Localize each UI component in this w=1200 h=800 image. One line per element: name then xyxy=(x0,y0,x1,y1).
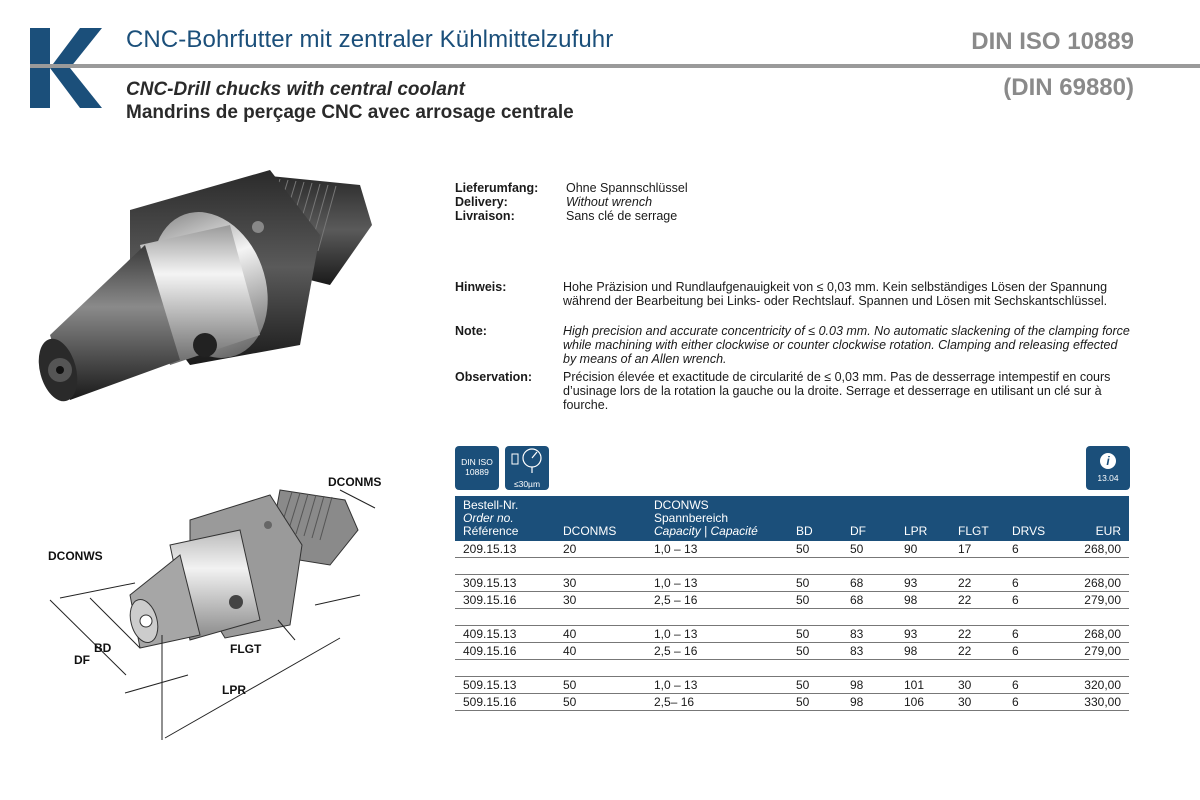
table-cell: 1,0 – 13 xyxy=(646,626,788,643)
table-cell: 106 xyxy=(896,694,950,711)
table-cell: 50 xyxy=(788,575,842,592)
table-cell: 50 xyxy=(788,677,842,694)
dconms-label: DCONMS xyxy=(328,475,382,489)
delivery-value-en: Without wrench xyxy=(566,195,653,209)
table-cell: 50 xyxy=(788,592,842,609)
table-cell: 90 xyxy=(896,541,950,558)
runout-badge xyxy=(505,446,549,490)
standard-alt-label: (DIN 69880) xyxy=(1003,74,1134,101)
table-cell: 30 xyxy=(950,694,1004,711)
delivery-value-fr: Sans clé de serrage xyxy=(566,209,678,223)
din-badge-line2: 10889 xyxy=(465,467,489,477)
col-df: DF xyxy=(842,496,896,541)
din-iso-badge xyxy=(455,446,499,490)
table-cell: 22 xyxy=(950,592,1004,609)
table-cell: 93 xyxy=(896,575,950,592)
table-cell: 279,00 xyxy=(1072,643,1129,660)
table-cell: 509.15.16 xyxy=(455,694,555,711)
din-badge-line1: DIN ISO xyxy=(461,457,493,467)
delivery-label-en: Delivery: xyxy=(455,195,508,209)
page-title: CNC-Bohrfutter mit zentraler Kühlmittelzufuhr xyxy=(126,26,614,53)
col-drvs: DRVS xyxy=(1004,496,1072,541)
table-cell: 50 xyxy=(788,643,842,660)
delivery-label-de: Lieferumfang: xyxy=(455,181,539,195)
table-spacer-row xyxy=(455,609,1129,626)
table-cell: 30 xyxy=(555,592,646,609)
table-cell: 330,00 xyxy=(1072,694,1129,711)
runout-icon xyxy=(505,446,549,474)
table-row xyxy=(455,694,1129,711)
table-cell: 409.15.16 xyxy=(455,643,555,660)
table-cell: 268,00 xyxy=(1072,575,1129,592)
note-text-fr: Précision élevée et exactitude de circularité de ≤ 0,03 mm. Pas de desserrage intempestif en cours d’usinage lors de la rotation la gauche ou la droite. Serrage et desserrage en utilisant un clé sur à fourche. xyxy=(563,370,1111,412)
table-header-row xyxy=(455,496,1129,541)
table-cell: 2,5– 16 xyxy=(646,694,788,711)
table-cell: 17 xyxy=(950,541,1004,558)
table-cell: 309.15.13 xyxy=(455,575,555,592)
table-row xyxy=(455,592,1129,609)
table-cell: 30 xyxy=(950,677,1004,694)
table-cell: 22 xyxy=(950,643,1004,660)
company-logo xyxy=(30,28,102,108)
table-cell: 6 xyxy=(1004,643,1072,660)
table-cell: 30 xyxy=(555,575,646,592)
note-label-de: Hinweis: xyxy=(455,280,507,294)
col-eur: EUR xyxy=(1072,496,1129,541)
note-text-de: Hohe Präzision und Rundlaufgenauigkeit von ≤ 0,03 mm. Kein selbständiges Lösen der Spannung während der Bearbeitung bei Links- oder Rechtslauf. Spannen und Lösen mit Sechskantschlüssel. xyxy=(563,280,1108,308)
table-cell: 268,00 xyxy=(1072,541,1129,558)
table-cell: 309.15.16 xyxy=(455,592,555,609)
product-photo xyxy=(30,165,380,415)
info-badge xyxy=(1086,446,1130,490)
table-cell: 6 xyxy=(1004,677,1072,694)
table-cell: 6 xyxy=(1004,592,1072,609)
col-dconws: DCONWS Spannbereich Capacity | Capacité xyxy=(646,496,788,541)
table-cell: 50 xyxy=(842,541,896,558)
table-cell: 6 xyxy=(1004,575,1072,592)
table-cell: 98 xyxy=(842,677,896,694)
table-cell: 1,0 – 13 xyxy=(646,575,788,592)
header-rule xyxy=(66,64,1200,68)
col-bd: BD xyxy=(788,496,842,541)
table-cell: 50 xyxy=(788,694,842,711)
table-cell: 2,5 – 16 xyxy=(646,592,788,609)
table-row xyxy=(455,626,1129,643)
table-cell: 68 xyxy=(842,592,896,609)
table-cell: 22 xyxy=(950,626,1004,643)
table-cell: 409.15.13 xyxy=(455,626,555,643)
price-table xyxy=(455,496,1129,711)
dimension-diagram xyxy=(40,470,400,750)
note-label-fr: Observation: xyxy=(455,370,533,384)
table-row xyxy=(455,575,1129,592)
col-flgt: FLGT xyxy=(950,496,1004,541)
table-cell: 98 xyxy=(842,694,896,711)
delivery-value-de: Ohne Spannschlüssel xyxy=(566,181,688,195)
bd-label: BD xyxy=(94,641,112,655)
table-cell: 279,00 xyxy=(1072,592,1129,609)
table-cell: 83 xyxy=(842,626,896,643)
col-order-no: Bestell-Nr. Order no. Référence xyxy=(455,496,555,541)
delivery-label-fr: Livraison: xyxy=(455,209,515,223)
table-cell: 2,5 – 16 xyxy=(646,643,788,660)
table-spacer-row xyxy=(455,660,1129,677)
page-subtitle-en: CNC-Drill chucks with central coolant xyxy=(126,79,465,100)
table-cell: 98 xyxy=(896,592,950,609)
note-text-en: High precision and accurate concentricity of ≤ 0.03 mm. No automatic slackening of the clamping force while machining with either clockwise or counter clockwise rotation. Clamping and releasing effected by means of an Allen wrench. xyxy=(563,324,1130,366)
table-cell: 6 xyxy=(1004,694,1072,711)
table-cell: 40 xyxy=(555,626,646,643)
table-cell: 50 xyxy=(788,626,842,643)
col-dconms: DCONMS xyxy=(555,496,646,541)
table-cell: 1,0 – 13 xyxy=(646,541,788,558)
col-lpr: LPR xyxy=(896,496,950,541)
standard-label: DIN ISO 10889 xyxy=(971,28,1134,55)
table-cell: 50 xyxy=(555,694,646,711)
dconws-label: DCONWS xyxy=(48,549,103,563)
table-cell: 1,0 – 13 xyxy=(646,677,788,694)
table-cell: 83 xyxy=(842,643,896,660)
table-cell: 40 xyxy=(555,643,646,660)
note-label-en: Note: xyxy=(455,324,487,338)
page-subtitle-fr: Mandrins de perçage CNC avec arrosage centrale xyxy=(126,102,574,123)
flgt-label: FLGT xyxy=(230,642,262,656)
runout-label: ≤30µm xyxy=(513,479,541,489)
table-cell: 6 xyxy=(1004,541,1072,558)
df-label: DF xyxy=(74,653,90,667)
table-row xyxy=(455,677,1129,694)
table-cell: 101 xyxy=(896,677,950,694)
table-cell: 98 xyxy=(896,643,950,660)
lpr-label: LPR xyxy=(222,683,246,697)
table-cell: 6 xyxy=(1004,626,1072,643)
table-cell: 68 xyxy=(842,575,896,592)
info-page-label: 13.04 xyxy=(1097,473,1119,483)
table-cell: 320,00 xyxy=(1072,677,1129,694)
table-cell: 268,00 xyxy=(1072,626,1129,643)
table-cell: 22 xyxy=(950,575,1004,592)
table-row xyxy=(455,541,1129,558)
info-icon: i xyxy=(1100,453,1116,469)
table-cell: 209.15.13 xyxy=(455,541,555,558)
table-cell: 50 xyxy=(788,541,842,558)
table-cell: 50 xyxy=(555,677,646,694)
table-cell: 509.15.13 xyxy=(455,677,555,694)
table-cell: 20 xyxy=(555,541,646,558)
table-spacer-row xyxy=(455,558,1129,575)
table-row xyxy=(455,643,1129,660)
table-cell: 93 xyxy=(896,626,950,643)
table-body xyxy=(455,541,1129,711)
